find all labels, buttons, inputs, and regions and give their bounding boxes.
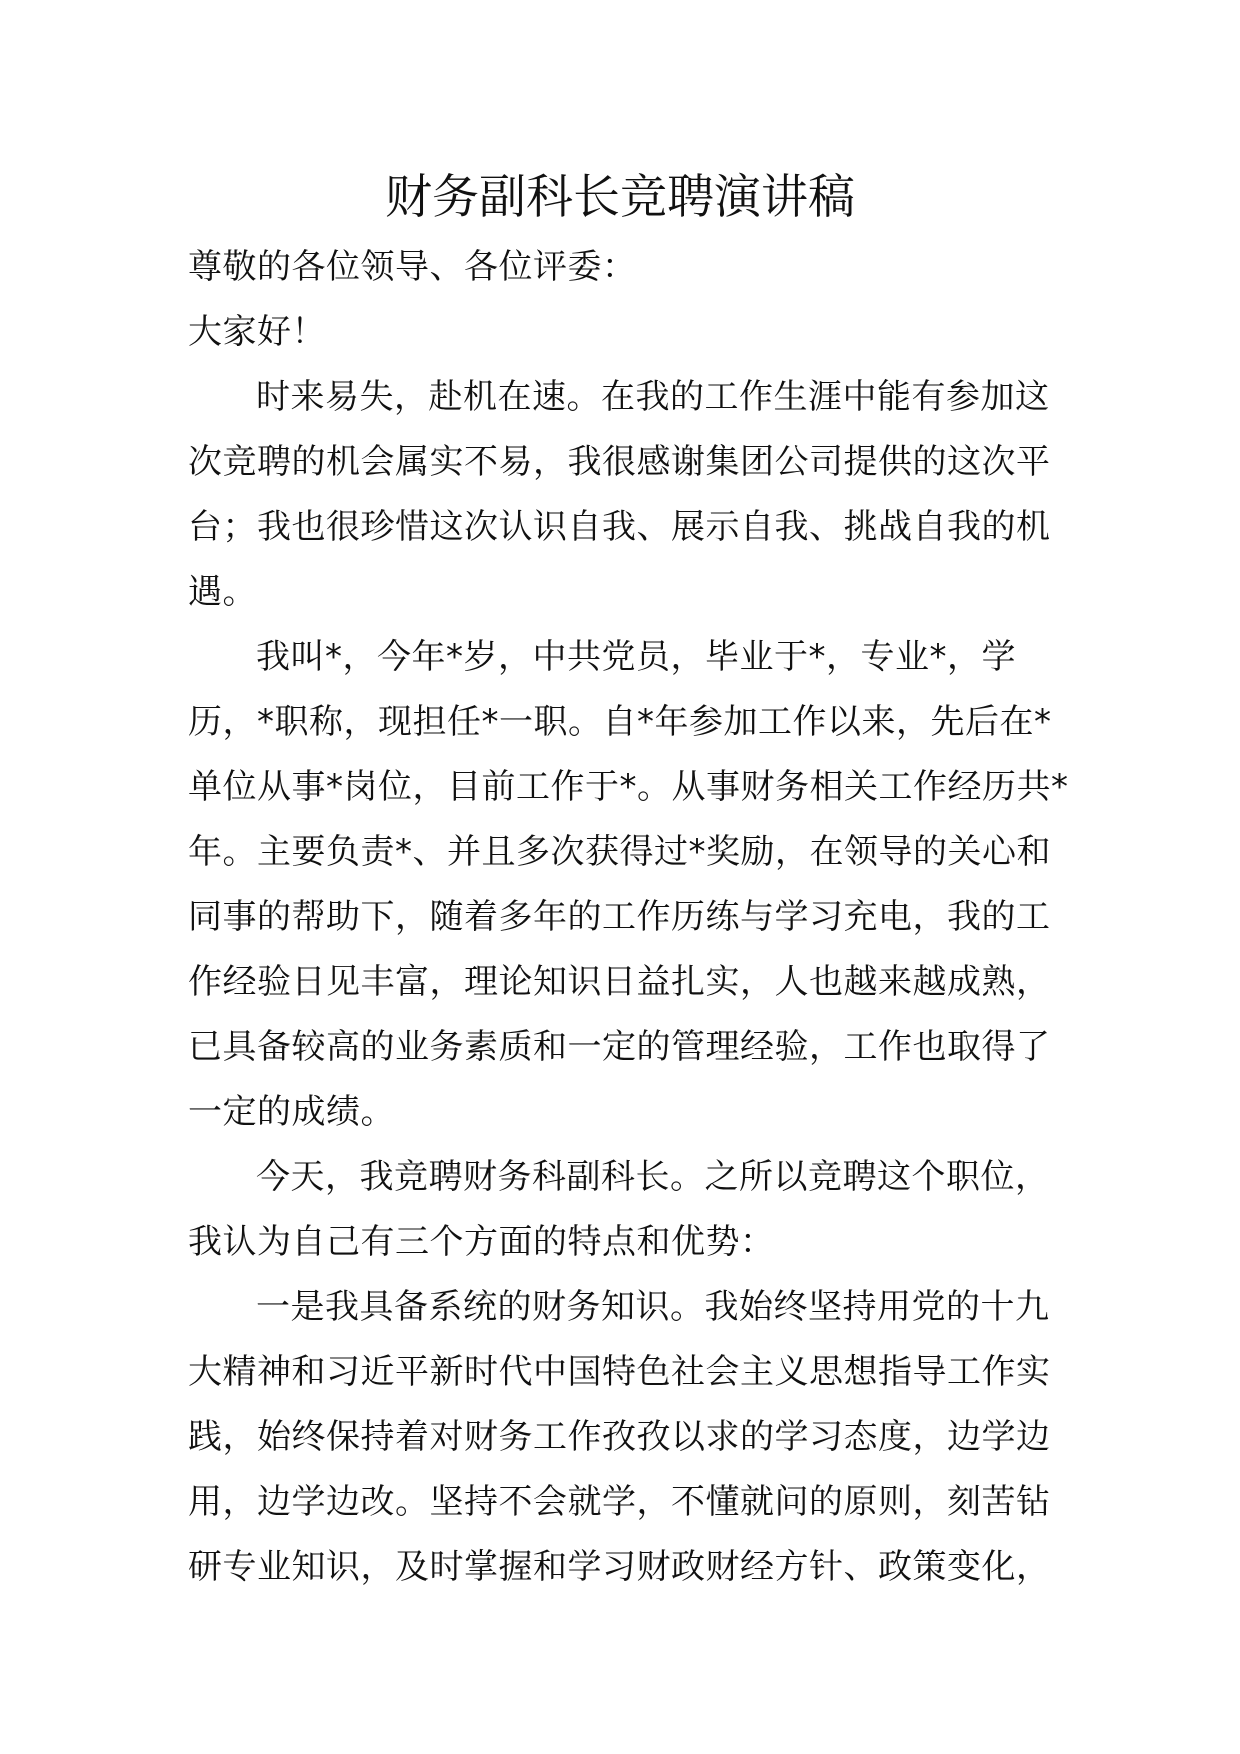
text-line: 时来易失，赴机在速。在我的工作生涯中能有参加这	[256, 377, 1050, 417]
text-line: 研专业知识，及时掌握和学习财政财经方针、政策变化，	[188, 1547, 1051, 1587]
text-line: 同事的帮助下，随着多年的工作历练与学习充电，我的工	[188, 897, 1051, 937]
document-title: 财务副科长竞聘演讲稿	[385, 170, 855, 225]
text-line: 历，*职称，现担任*一职。自*年参加工作以来，先后在*	[188, 702, 1052, 742]
text-line: 单位从事*岗位，目前工作于*。从事财务相关工作经历共*	[188, 767, 1069, 807]
text-line: 次竞聘的机会属实不易，我很感谢集团公司提供的这次平	[188, 442, 1051, 482]
text-line: 一是我具备系统的财务知识。我始终坚持用党的十九	[256, 1287, 1050, 1327]
text-line: 践，始终保持着对财务工作孜孜以求的学习态度，边学边	[188, 1417, 1051, 1457]
text-line: 作经验日见丰富，理论知识日益扎实，人也越来越成熟，	[188, 962, 1051, 1002]
document-body	[188, 235, 1069, 1600]
text-line: 尊敬的各位领导、各位评委：	[188, 247, 637, 287]
text-line: 用，边学边改。坚持不会就学，不懂就问的原则，刻苦钻	[188, 1482, 1051, 1522]
text-line: 大家好！	[188, 312, 326, 352]
text-line: 遇。	[188, 572, 257, 612]
text-line: 我认为自己有三个方面的特点和优势：	[188, 1222, 775, 1262]
text-line: 我叫*，今年*岁，中共党员，毕业于*，专业*，学	[256, 637, 1016, 677]
text-line: 台；我也很珍惜这次认识自我、展示自我、挑战自我的机	[188, 507, 1051, 547]
text-line: 已具备较高的业务素质和一定的管理经验，工作也取得了	[188, 1027, 1051, 1067]
text-line: 一定的成绩。	[188, 1092, 395, 1132]
text-line: 今天，我竞聘财务科副科长。之所以竞聘这个职位，	[256, 1157, 1050, 1197]
text-line: 年。主要负责*、并且多次获得过*奖励，在领导的关心和	[188, 832, 1051, 872]
text-line: 大精神和习近平新时代中国特色社会主义思想指导工作实	[188, 1352, 1051, 1392]
